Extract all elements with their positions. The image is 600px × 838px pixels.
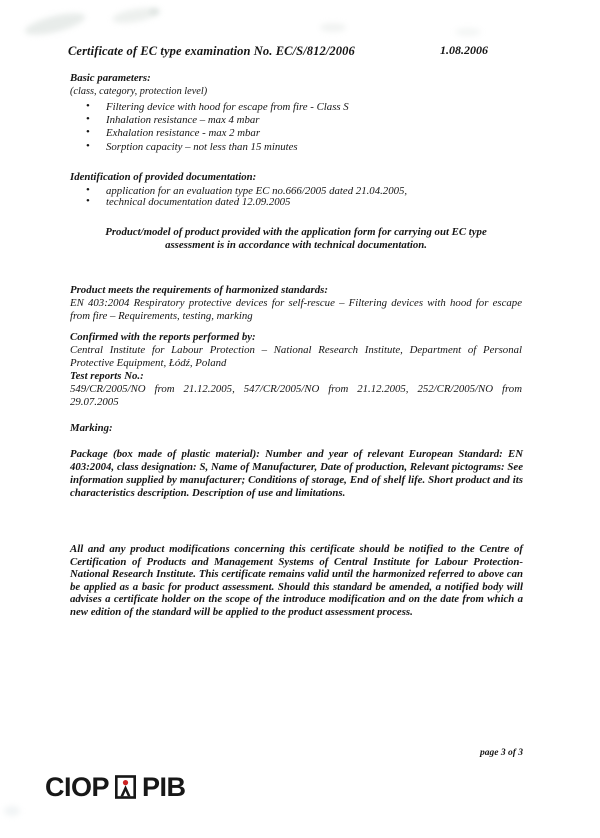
bullet-icon: • bbox=[86, 113, 90, 126]
standards-heading: Product meets the requirements of harmonized standards: bbox=[70, 284, 328, 296]
ciop-figure-icon bbox=[115, 775, 136, 799]
certificate-date: 1.08.2006 bbox=[440, 43, 488, 57]
basic-parameters-subheading: (class, category, protection level) bbox=[70, 86, 208, 97]
bullet-icon: • bbox=[86, 100, 90, 112]
list-item bbox=[70, 101, 522, 114]
list-item-text: Filtering device with hood for escape from fire - Class S bbox=[106, 101, 349, 113]
list-item-text: Exhalation resistance - max 2 mbar bbox=[106, 127, 261, 140]
identification-heading: Identification of provided documentation: bbox=[70, 171, 257, 183]
modifications-note: All and any product modifications concerning this certificate should be notified to the Centre of Certification of Products and Management Systems of Central Institute for Labour Protection-National Research Institute. This certificate remains valid until the harmonized referred to above can be applied as a basic for product assessment. Should this standard be amended, a notified body will advises a certificate holder on the scope of the introduce modification and on the date from which a new edition of the standard will be applied to the product assessment process. bbox=[70, 543, 523, 618]
list-item bbox=[70, 197, 522, 208]
bullet-icon: • bbox=[86, 184, 90, 196]
confirmed-heading: Confirmed with the reports performed by: bbox=[70, 331, 256, 343]
list-item bbox=[70, 114, 522, 127]
bullet-icon: • bbox=[86, 195, 90, 208]
confirmed-body: Central Institute for Labour Protection – National Research Institute, Department of Personal Protective Equipment, Łódź, Poland bbox=[70, 344, 522, 369]
scan-smudge bbox=[23, 9, 87, 40]
list-item-text: application for an evaluation type EC no.666/2005 dated 21.04.2005, bbox=[106, 185, 408, 197]
list-item-text: technical documentation dated 12.09.2005 bbox=[106, 196, 291, 209]
logo-text-pib: PIB bbox=[142, 771, 186, 802]
scan-smudge bbox=[150, 8, 160, 15]
ciop-pib-logo bbox=[45, 772, 186, 802]
basic-parameters-heading: Basic parameters: bbox=[70, 72, 151, 84]
page-indicator: page 3 of 3 bbox=[479, 748, 523, 758]
test-reports-body: 549/CR/2005/NO from 21.12.2005, 547/CR/2005/NO from 21.12.2005, 252/CR/2005/NO from 29.07.2005 bbox=[70, 383, 522, 408]
list-item bbox=[70, 141, 522, 154]
identification-list bbox=[70, 186, 522, 209]
list-item-text: Sorption capacity – not less than 15 minutes bbox=[106, 140, 298, 153]
standards-body: EN 403:2004 Respiratory protective devices for self-rescue – Filtering devices with hood for escape from fire – Requirements, testing, marking bbox=[70, 297, 522, 322]
marking-body: Package (box made of plastic material): Number and year of relevant European Standard: EN 403:2004, class designation: S, Name of Manufacturer, Date of production, Relevant pictograms: See information supplied by manufacturer; Conditions of storage, End of shelf life. Short product and its characteristics description. Description of use and limitations. bbox=[70, 448, 523, 499]
marking-heading: Marking: bbox=[70, 422, 113, 434]
scan-smudge bbox=[4, 806, 20, 816]
certificate-title: Certificate of EC type examination No. EC/S/812/2006 bbox=[68, 44, 355, 58]
conformity-note: Product/model of product provided with the application form for carrying out EC type assessment is in accordance with technical documentation. bbox=[105, 226, 487, 251]
scan-smudge bbox=[455, 28, 481, 36]
logo-text-ciop: CIOP bbox=[45, 771, 110, 802]
scan-smudge bbox=[111, 5, 159, 26]
basic-parameters-list bbox=[70, 101, 522, 154]
test-reports-heading: Test reports No.: bbox=[70, 370, 144, 382]
list-item-text: Inhalation resistance – max 4 mbar bbox=[106, 114, 260, 127]
scan-smudge bbox=[320, 23, 346, 32]
bullet-icon: • bbox=[86, 126, 90, 139]
bullet-icon: • bbox=[86, 139, 90, 152]
list-item bbox=[70, 127, 522, 140]
